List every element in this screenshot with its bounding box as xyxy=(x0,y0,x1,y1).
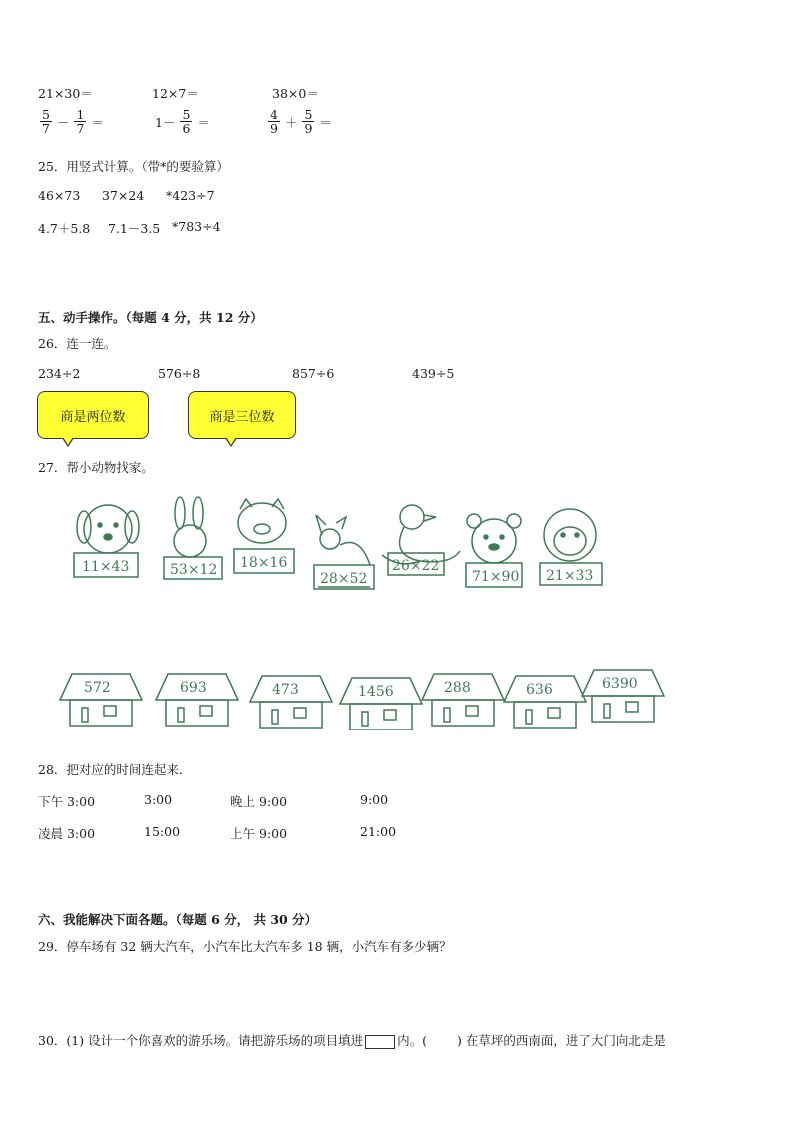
q24-item-1: 21×30＝ xyxy=(38,86,93,101)
q26-item-1: 234÷2 xyxy=(38,366,81,381)
q24-fraction-expr-2: 1－ $\frac{5}{6}$ ＝ xyxy=(155,107,210,137)
callout-label: 商是两位数 xyxy=(60,409,126,425)
callout-two-digit-quotient[interactable] xyxy=(37,391,149,439)
callout-label: 商是三位数 xyxy=(209,409,275,425)
house-number: 288 xyxy=(444,680,471,696)
animals-illustration xyxy=(60,495,620,605)
section-5-title: 五、动手操作。（每题 4 分，共 12 分） xyxy=(38,310,263,325)
q28-time-7: 上午 9:00 xyxy=(230,826,288,841)
q28-time-3: 晚上 9:00 xyxy=(230,794,288,809)
q28-time-1: 下午 3:00 xyxy=(38,794,96,809)
q28-time-8: 21:00 xyxy=(360,824,397,839)
q28-title: 28．把对应的时间连起来． xyxy=(38,762,192,777)
q29-text: 29．停车场有 32 辆大汽车，小汽车比大汽车多 18 辆，小汽车有多少辆？ xyxy=(38,939,452,954)
house-number: 6390 xyxy=(602,676,638,692)
house-number: 693 xyxy=(180,680,207,696)
q24-fraction-expr-3: $\frac{4}{9}$ ＋ $\frac{5}{9}$ ＝ xyxy=(270,107,332,137)
q25-calc-5: 7.1－3.5 xyxy=(108,221,161,236)
q26-item-4: 439÷5 xyxy=(412,366,455,381)
q25-title: 25．用竖式计算。（带*的要验算） xyxy=(38,159,229,174)
q30-text xyxy=(38,1031,666,1049)
section-6-title: 六、我能解决下面各题。（每题 6 分， 共 30 分） xyxy=(38,912,318,927)
q30-part-2: 内。( xyxy=(397,1033,427,1048)
house-number: 1456 xyxy=(358,684,394,700)
animal-sign-duck: 26×22 xyxy=(392,558,440,574)
q26-item-3: 857÷6 xyxy=(292,366,335,381)
house-number: 572 xyxy=(84,680,111,696)
q24-item-3: 38×0＝ xyxy=(272,86,319,101)
animal-sign-dog: 11×43 xyxy=(82,559,130,575)
house-number: 473 xyxy=(272,682,299,698)
q25-calc-4: 4.7＋5.8 xyxy=(38,221,91,236)
q30-part-1: 30．(1) 设计一个你喜欢的游乐场。请把游乐场的项目填进 xyxy=(38,1033,364,1048)
q27-title: 27．帮小动物找家。 xyxy=(38,460,154,475)
q26-title: 26．连一连。 xyxy=(38,336,117,351)
q25-calc-6: *783÷4 xyxy=(172,219,221,234)
answer-box[interactable] xyxy=(365,1035,395,1049)
q25-calc-1: 46×73 xyxy=(38,188,81,203)
houses-illustration xyxy=(58,662,668,730)
q25-calc-2: 37×24 xyxy=(102,188,145,203)
q24-fraction-expr-1: $\frac{5}{7}$ － $\frac{1}{7}$ ＝ xyxy=(42,107,104,137)
animal-sign-bear: 71×90 xyxy=(472,569,520,585)
animal-sign-goat: 28×52 xyxy=(320,571,368,587)
callout-three-digit-quotient[interactable] xyxy=(188,391,296,439)
q30-part-3: ) 在草坪的西南面，进了大门向北走是 xyxy=(456,1033,666,1048)
q28-time-2: 3:00 xyxy=(144,792,173,807)
q25-calc-3: *423÷7 xyxy=(166,188,215,203)
q26-item-2: 576÷8 xyxy=(158,366,201,381)
q28-time-4: 9:00 xyxy=(360,792,389,807)
animal-sign-pig: 18×16 xyxy=(240,555,288,571)
q28-time-6: 15:00 xyxy=(144,824,181,839)
animal-sign-rabbit: 53×12 xyxy=(170,562,218,578)
house-number: 636 xyxy=(526,682,553,698)
animal-sign-monkey: 21×33 xyxy=(546,568,594,584)
q28-time-5: 凌晨 3:00 xyxy=(38,826,96,841)
q24-item-2: 12×7＝ xyxy=(152,86,199,101)
